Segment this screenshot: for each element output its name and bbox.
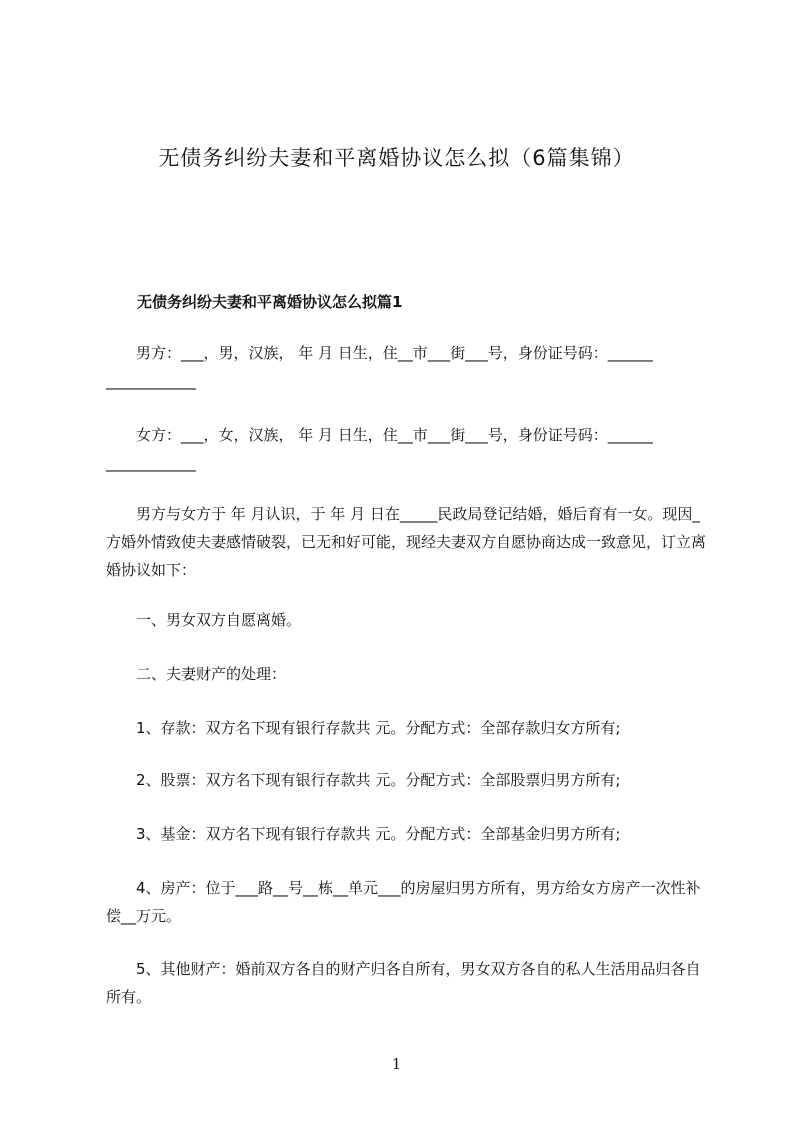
paragraph-background <box>106 500 708 584</box>
page-number: 1 <box>391 1055 402 1073</box>
paragraph-text: 1、存款：双方名下现有银行存款共 元。分配方式：全部存款归女方所有; <box>136 719 621 737</box>
paragraph-other-assets <box>106 955 708 1011</box>
paragraph-female-party <box>106 421 708 477</box>
paragraph-clause-2 <box>106 660 708 688</box>
paragraph-property <box>106 874 708 930</box>
paragraph-text: 一、男女双方自愿离婚。 <box>136 611 302 629</box>
paragraph-text: 二、夫妻财产的处理： <box>136 665 287 683</box>
paragraph-stocks <box>106 766 708 794</box>
paragraph-text: 女方：___，女，汉族， 年 月 日生，住__市___街___号，身份证号码：______ ____________ <box>106 426 653 472</box>
section-heading: 无债务纠纷夫妻和平离婚协议怎么拟篇1 <box>137 293 403 311</box>
paragraph-savings <box>106 714 708 742</box>
paragraph-funds <box>106 820 708 848</box>
paragraph-text: 5、其他财产：婚前双方各自的财产归各自所有，男女双方各自的私人生活用品归各自所有。 <box>106 960 701 1006</box>
paragraph-text: 4、房产：位于___路__号__栋__单元___的房屋归男方所有，男方给女方房产一次性补偿__万元。 <box>106 879 701 925</box>
paragraph-clause-1 <box>106 606 708 634</box>
paragraph-text: 2、股票：双方名下现有银行存款共 元。分配方式：全部股票归男方所有; <box>136 771 621 789</box>
paragraph-text: 男方：___，男，汉族， 年 月 日生，住__市___街___号，身份证号码：______ ____________ <box>106 344 653 390</box>
document-title: 无债务纠纷夫妻和平离婚协议怎么拟（6篇集锦） <box>158 146 635 170</box>
paragraph-male-party <box>106 339 708 395</box>
paragraph-text: 3、基金：双方名下现有银行存款共 元。分配方式：全部基金归男方所有; <box>136 825 621 843</box>
paragraph-text: 男方与女方于 年 月认识，于 年 月 日在_____民政局登记结婚，婚后育有一女。现因_方婚外情致使夫妻感情破裂，已无和好可能，现经夫妻双方自愿协商达成一致意见，订立离婚协议如下： <box>106 505 707 579</box>
